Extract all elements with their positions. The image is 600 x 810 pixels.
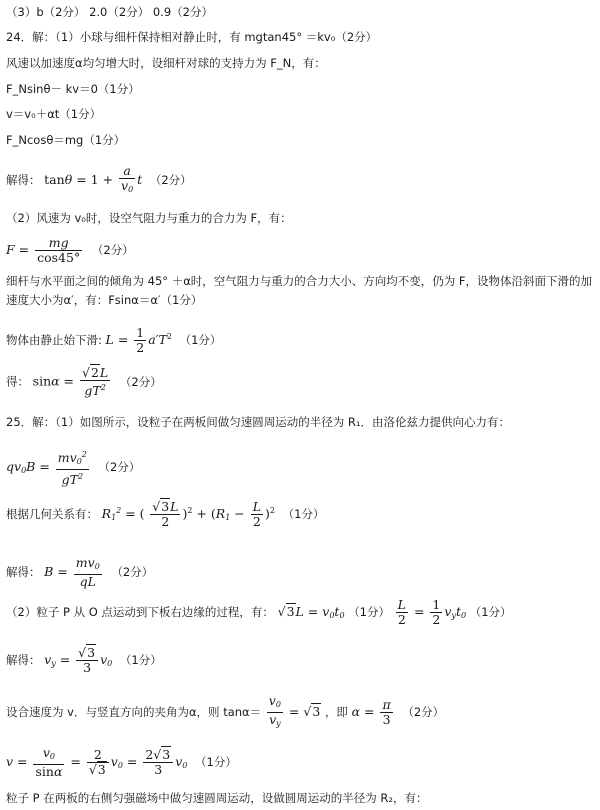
answer-24-intro: 24．解：（1）小球与细杆保持相对静止时，有 mgtan45° ＝kv₀（2分） (6, 30, 378, 44)
equation-velocity: v＝v₀＋αt（1分） (6, 107, 102, 121)
answer-24-part2: （2）风速为 v₀时，设空气阻力与重力的合力为 F，有： (6, 211, 292, 225)
solution-magnetic-field: 解得： B = $\frac{mv_0}{qL}$ （2分） (6, 555, 154, 589)
equation-angle: 设合速度为 v．与竖直方向的夹角为α，则 tanα＝ $\frac{v_0}{v_y}$ = √3 ，即 α = $\frac{\pi}{3}$ （2分） (6, 694, 444, 731)
answer-24-setup: 风速以加速度α均匀增大时，设细杆对球的支持力为 F_N，有： (6, 56, 326, 70)
answer-25-right-field: 粒子 P 在两板的右侧匀强磁场中做匀速圆周运动，设做圆周运动的半径为 R₂，有： (6, 791, 428, 805)
solution-label: 解得： (6, 173, 41, 187)
solution-velocity: v = $\frac{v_0}{\sin\alpha}$ = $\frac{2}{√3}$ $v_0$ = $\frac{2√3}{3}$ $v_0$ （1分） (6, 745, 237, 779)
equation-projectile: （2）粒子 P 从 O 点运动到下板右边缘的过程，有： $√3L = v_0t_0$ （1分） $\frac{L}{2}$ = $\frac{1}{2}$ $v_yt_0$ （1分） (6, 597, 512, 627)
solution-vy: 解得： $v_y$ = $\frac{√3}{3}$ $v_0$ （1分） (6, 645, 162, 675)
answer-23-3: （3）b（2分） 2.0（2分） 0.9（2分） (6, 5, 213, 19)
equation-fn-sin: F_Nsinθ－ kv＝0（1分） (6, 82, 140, 96)
equation-geometry: 根据几何关系有： $R_1^2$ = ( $\frac{√3L}{2}$ )$^2 + (R_1$ − $\frac{L}{2}$ )$^2$ （1分） (6, 499, 325, 529)
answer-24-incline: 细杆与水平面之间的倾角为 45° ＋α时，空气阻力与重力的合力大小、方向均不变，仍为 F，设物体沿斜面下滑的加速度大小为α′，有：Fsinα＝α′（1分） (6, 274, 593, 307)
solution-tan-theta: 解得： tanθ = 1 + $\frac{a}{v_0}$ t （2分） (6, 164, 192, 197)
equation-lorentz-force: $qv_0B$ = $\frac{mv_0^2}{gT^2}$ （2分） (6, 450, 141, 487)
equation-resultant-force: F = $\frac{mg}{\cos 45^\circ}$ （2分） (6, 235, 134, 265)
solution-sin-alpha: 得： sinα = $\frac{√2L}{gT^2}$ （2分） (6, 365, 162, 398)
answer-25-intro: 25．解：（1）如图所示，设粒子在两板间做匀速圆周运动的半径为 R₁．由洛伦兹力提供向心力有： (6, 415, 510, 429)
equation-fn-cos: F_Ncosθ＝mg（1分） (6, 133, 126, 147)
equation-displacement: 物体由静止始下滑: L = $\frac{1}{2}$ $a'T^2$ （1分） (6, 325, 222, 355)
